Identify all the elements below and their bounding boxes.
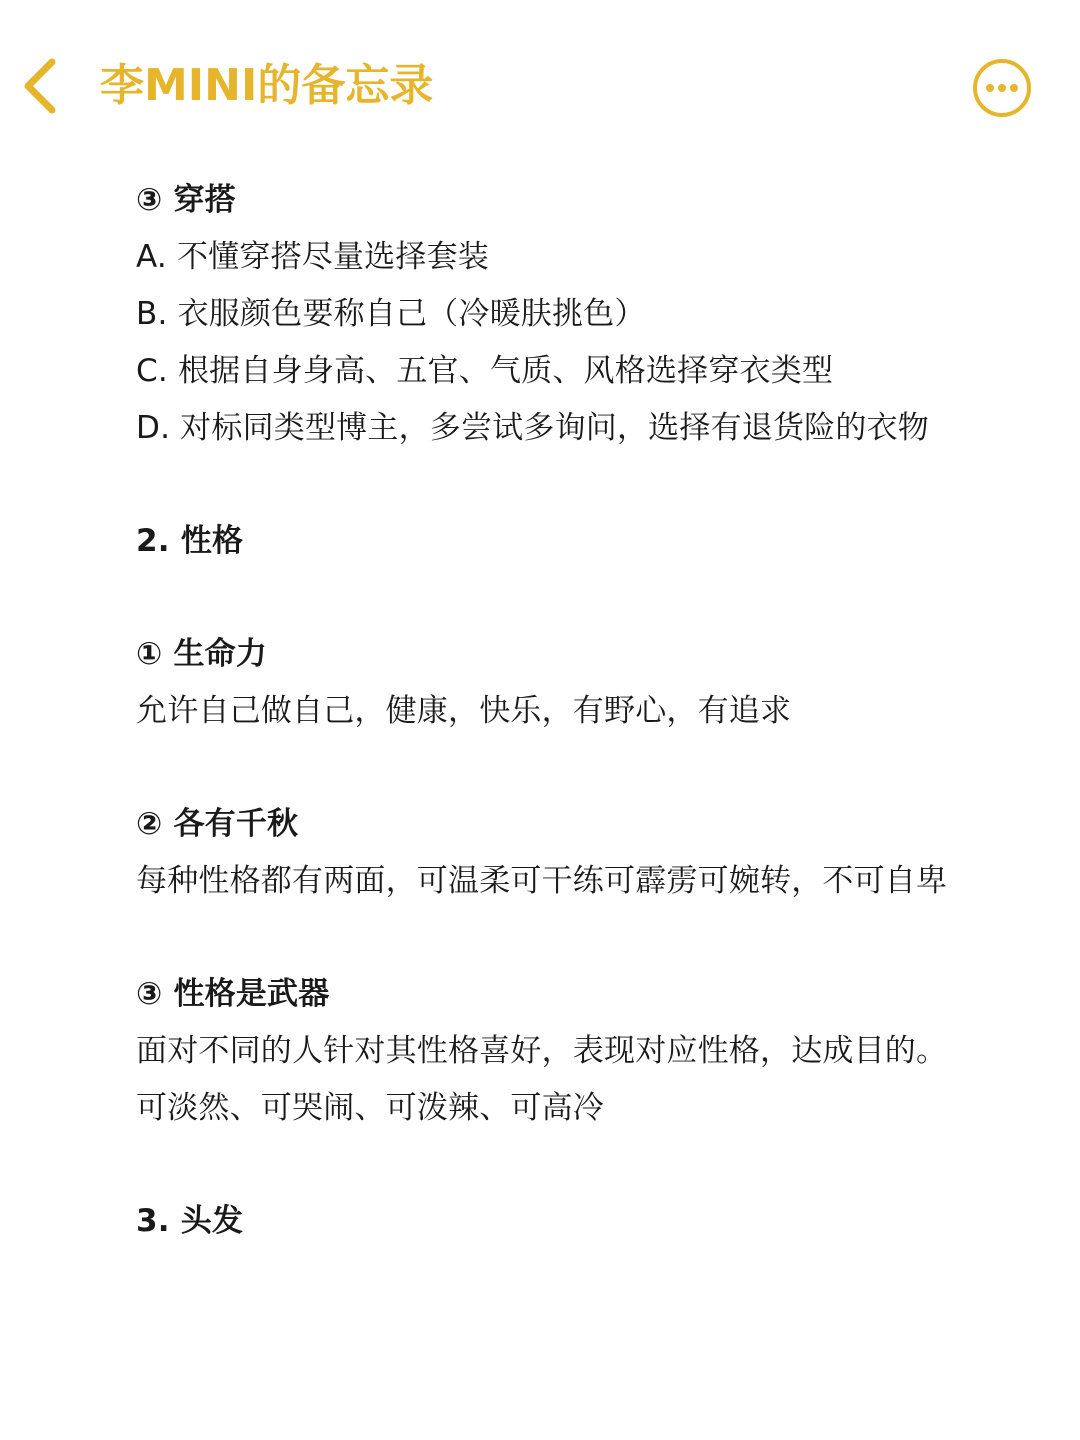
dress-item-d: D. 对标同类型博主，多尝试多询问，选择有退货险的衣物	[136, 410, 929, 446]
unique-heading: ② 各有千秋	[136, 806, 299, 842]
top-bar	[0, 0, 1080, 170]
weapon-text-1: 面对不同的人针对其性格喜好，表现对应性格，达成目的。	[136, 1033, 948, 1069]
dress-item-c: C. 根据自身身高、五官、气质、风格选择穿衣类型	[136, 353, 834, 389]
dress-item-a: A. 不懂穿搭尽量选择套装	[136, 239, 489, 275]
weapon-text-2: 可淡然、可哭闹、可泼辣、可高冷	[136, 1090, 604, 1126]
page-title: 李MINI的备忘录	[100, 60, 434, 111]
vitality-text: 允许自己做自己，健康，快乐，有野心，有追求	[136, 693, 792, 729]
vitality-heading: ① 生命力	[136, 636, 268, 672]
back-button[interactable]	[14, 54, 70, 118]
more-button[interactable]	[972, 58, 1032, 118]
dress-item-b: B. 衣服颜色要称自己（冷暖肤挑色）	[136, 296, 646, 332]
section-heading-personality: 2. 性格	[136, 523, 244, 559]
more-horizontal-icon	[972, 58, 1032, 118]
chevron-left-icon	[14, 54, 70, 118]
unique-text: 每种性格都有两面，可温柔可干练可霹雳可婉转，不可自卑	[136, 863, 948, 899]
dress-heading: ③ 穿搭	[136, 182, 236, 218]
section-heading-hair: 3. 头发	[136, 1203, 244, 1239]
weapon-heading: ③ 性格是武器	[136, 976, 330, 1012]
